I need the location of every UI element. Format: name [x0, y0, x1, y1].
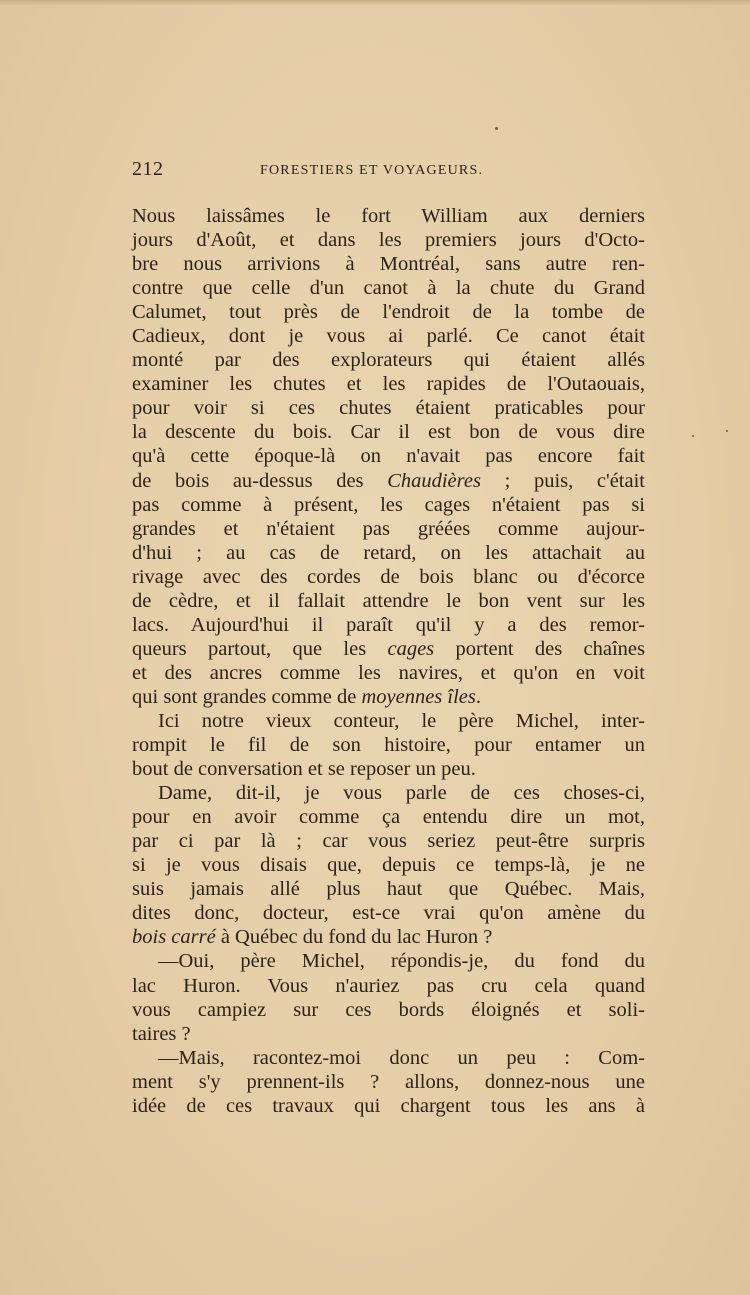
text-line [132, 469, 645, 493]
text-segment: à Québec du fond du lac Huron ? [215, 926, 493, 949]
text-segment: pour voir si ces chutes étaient praticables pour [132, 397, 645, 420]
text-line [132, 324, 645, 348]
italic-text-segment: bois carré [132, 926, 216, 949]
text-segment: ment s'y prennent-ils ? allons, donnez-nous une [132, 1070, 645, 1093]
text-line [132, 637, 645, 661]
text-line [132, 517, 645, 541]
text-line [132, 949, 645, 973]
text-line [132, 877, 645, 901]
text-line [132, 444, 645, 468]
text-line [132, 925, 645, 949]
text-segment: —Oui, père Michel, répondis-je, du fond du [158, 950, 645, 973]
text-line [132, 372, 645, 396]
italic-text-segment: cages [387, 637, 435, 660]
text-segment: Cadieux, dont je vous ai parlé. Ce canot était [132, 325, 645, 348]
text-line [132, 276, 645, 300]
text-segment: grandes et n'étaient pas gréées comme aujour- [132, 517, 645, 540]
text-segment: queurs partout, que les [132, 637, 388, 660]
text-line [132, 901, 645, 925]
text-segment: par ci par là ; car vous seriez peut-être surpris [132, 830, 645, 853]
text-line [132, 1070, 645, 1094]
text-line [132, 661, 645, 685]
text-line [132, 252, 645, 276]
running-head [132, 158, 642, 186]
italic-text-segment: moyennes îles [361, 685, 476, 708]
paper-speck [726, 430, 728, 432]
text-segment: lac Huron. Vous n'auriez pas cru cela quand [132, 974, 645, 997]
text-segment: d'hui ; au cas de retard, on les attachait au [132, 541, 645, 564]
text-segment: rompit le fil de son histoire, pour entamer un [132, 734, 645, 757]
text-segment: pas comme à présent, les cages n'étaient pas si [132, 493, 645, 516]
text-line [132, 709, 645, 733]
text-line [132, 613, 645, 637]
text-segment: ; puis, c'était [480, 469, 645, 492]
running-title: FORESTIERS ET VOYAGEURS. [260, 163, 484, 178]
text-line [132, 420, 645, 444]
text-segment: taires ? [132, 1022, 191, 1045]
text-line [132, 204, 645, 228]
text-segment: la descente du bois. Car il est bon de vous dire [132, 421, 645, 444]
paper-speck [692, 435, 694, 437]
text-segment: dites donc, docteur, est-ce vrai qu'on amène du [132, 902, 645, 925]
text-line [132, 853, 645, 877]
text-line [132, 1022, 645, 1046]
text-line [132, 1046, 645, 1070]
text-line [132, 757, 645, 781]
text-segment: . [475, 685, 481, 708]
text-segment: vous campiez sur ces bords éloignés et soli- [132, 998, 645, 1021]
text-segment: Nous laissâmes le fort William aux derniers [132, 205, 645, 227]
text-line [132, 998, 645, 1022]
page-number: 212 [132, 158, 164, 180]
text-line [132, 733, 645, 757]
text-segment: lacs. Aujourd'hui il paraît qu'il y a des remor- [132, 613, 645, 636]
text-segment: pour en avoir comme ça entendu dire un mot, [132, 806, 645, 829]
text-segment: contre que celle d'un canot à la chute du Grand [132, 277, 645, 300]
text-line [132, 228, 645, 252]
text-segment: portent des chaînes [434, 637, 645, 660]
page-top-edge [0, 0, 750, 6]
paper-speck [495, 127, 498, 130]
text-line [132, 565, 645, 589]
text-line [132, 781, 645, 805]
text-segment: suis jamais allé plus haut que Québec. Mais, [132, 878, 645, 901]
text-segment: rivage avec des cordes de bois blanc ou d'écorce [132, 565, 645, 588]
text-segment: bout de conversation et se reposer un peu. [132, 758, 476, 781]
text-line [132, 493, 645, 517]
text-segment: Dame, dit-il, je vous parle de ces choses-ci, [158, 782, 645, 805]
text-segment: si je vous disais que, depuis ce temps-là, je ne [132, 854, 645, 877]
italic-text-segment: Chaudières [387, 469, 481, 492]
text-line [132, 805, 645, 829]
text-segment: examiner les chutes et les rapides de l'Outaouais, [132, 373, 645, 396]
text-line [132, 300, 645, 324]
text-line [132, 348, 645, 372]
text-line [132, 541, 645, 565]
text-segment: monté par des explorateurs qui étaient allés [132, 349, 645, 372]
text-segment: idée de ces travaux qui chargent tous les ans à [132, 1094, 645, 1117]
text-segment: Ici notre vieux conteur, le père Michel, inter- [158, 709, 645, 732]
text-segment: de cèdre, et il fallait attendre le bon vent sur les [132, 589, 645, 612]
text-line [132, 396, 645, 420]
text-segment: jours d'Août, et dans les premiers jours d'Octo- [132, 229, 645, 252]
text-segment: bre nous arrivions à Montréal, sans autre ren- [132, 253, 645, 276]
text-segment: —Mais, racontez-moi donc un peu : Com- [158, 1046, 645, 1069]
body-text [132, 204, 645, 1118]
text-line [132, 829, 645, 853]
text-line [132, 1094, 645, 1118]
text-line [132, 685, 645, 709]
text-line [132, 589, 645, 613]
text-segment: qu'à cette époque-là on n'avait pas encore fait [132, 445, 645, 468]
text-line [132, 974, 645, 998]
text-segment: de bois au-dessus des [132, 469, 388, 492]
text-segment: et des ancres comme les navires, et qu'on en voit [132, 661, 645, 684]
text-segment: Calumet, tout près de l'endroit de la tombe de [132, 301, 645, 324]
text-segment: qui sont grandes comme de [132, 685, 362, 708]
